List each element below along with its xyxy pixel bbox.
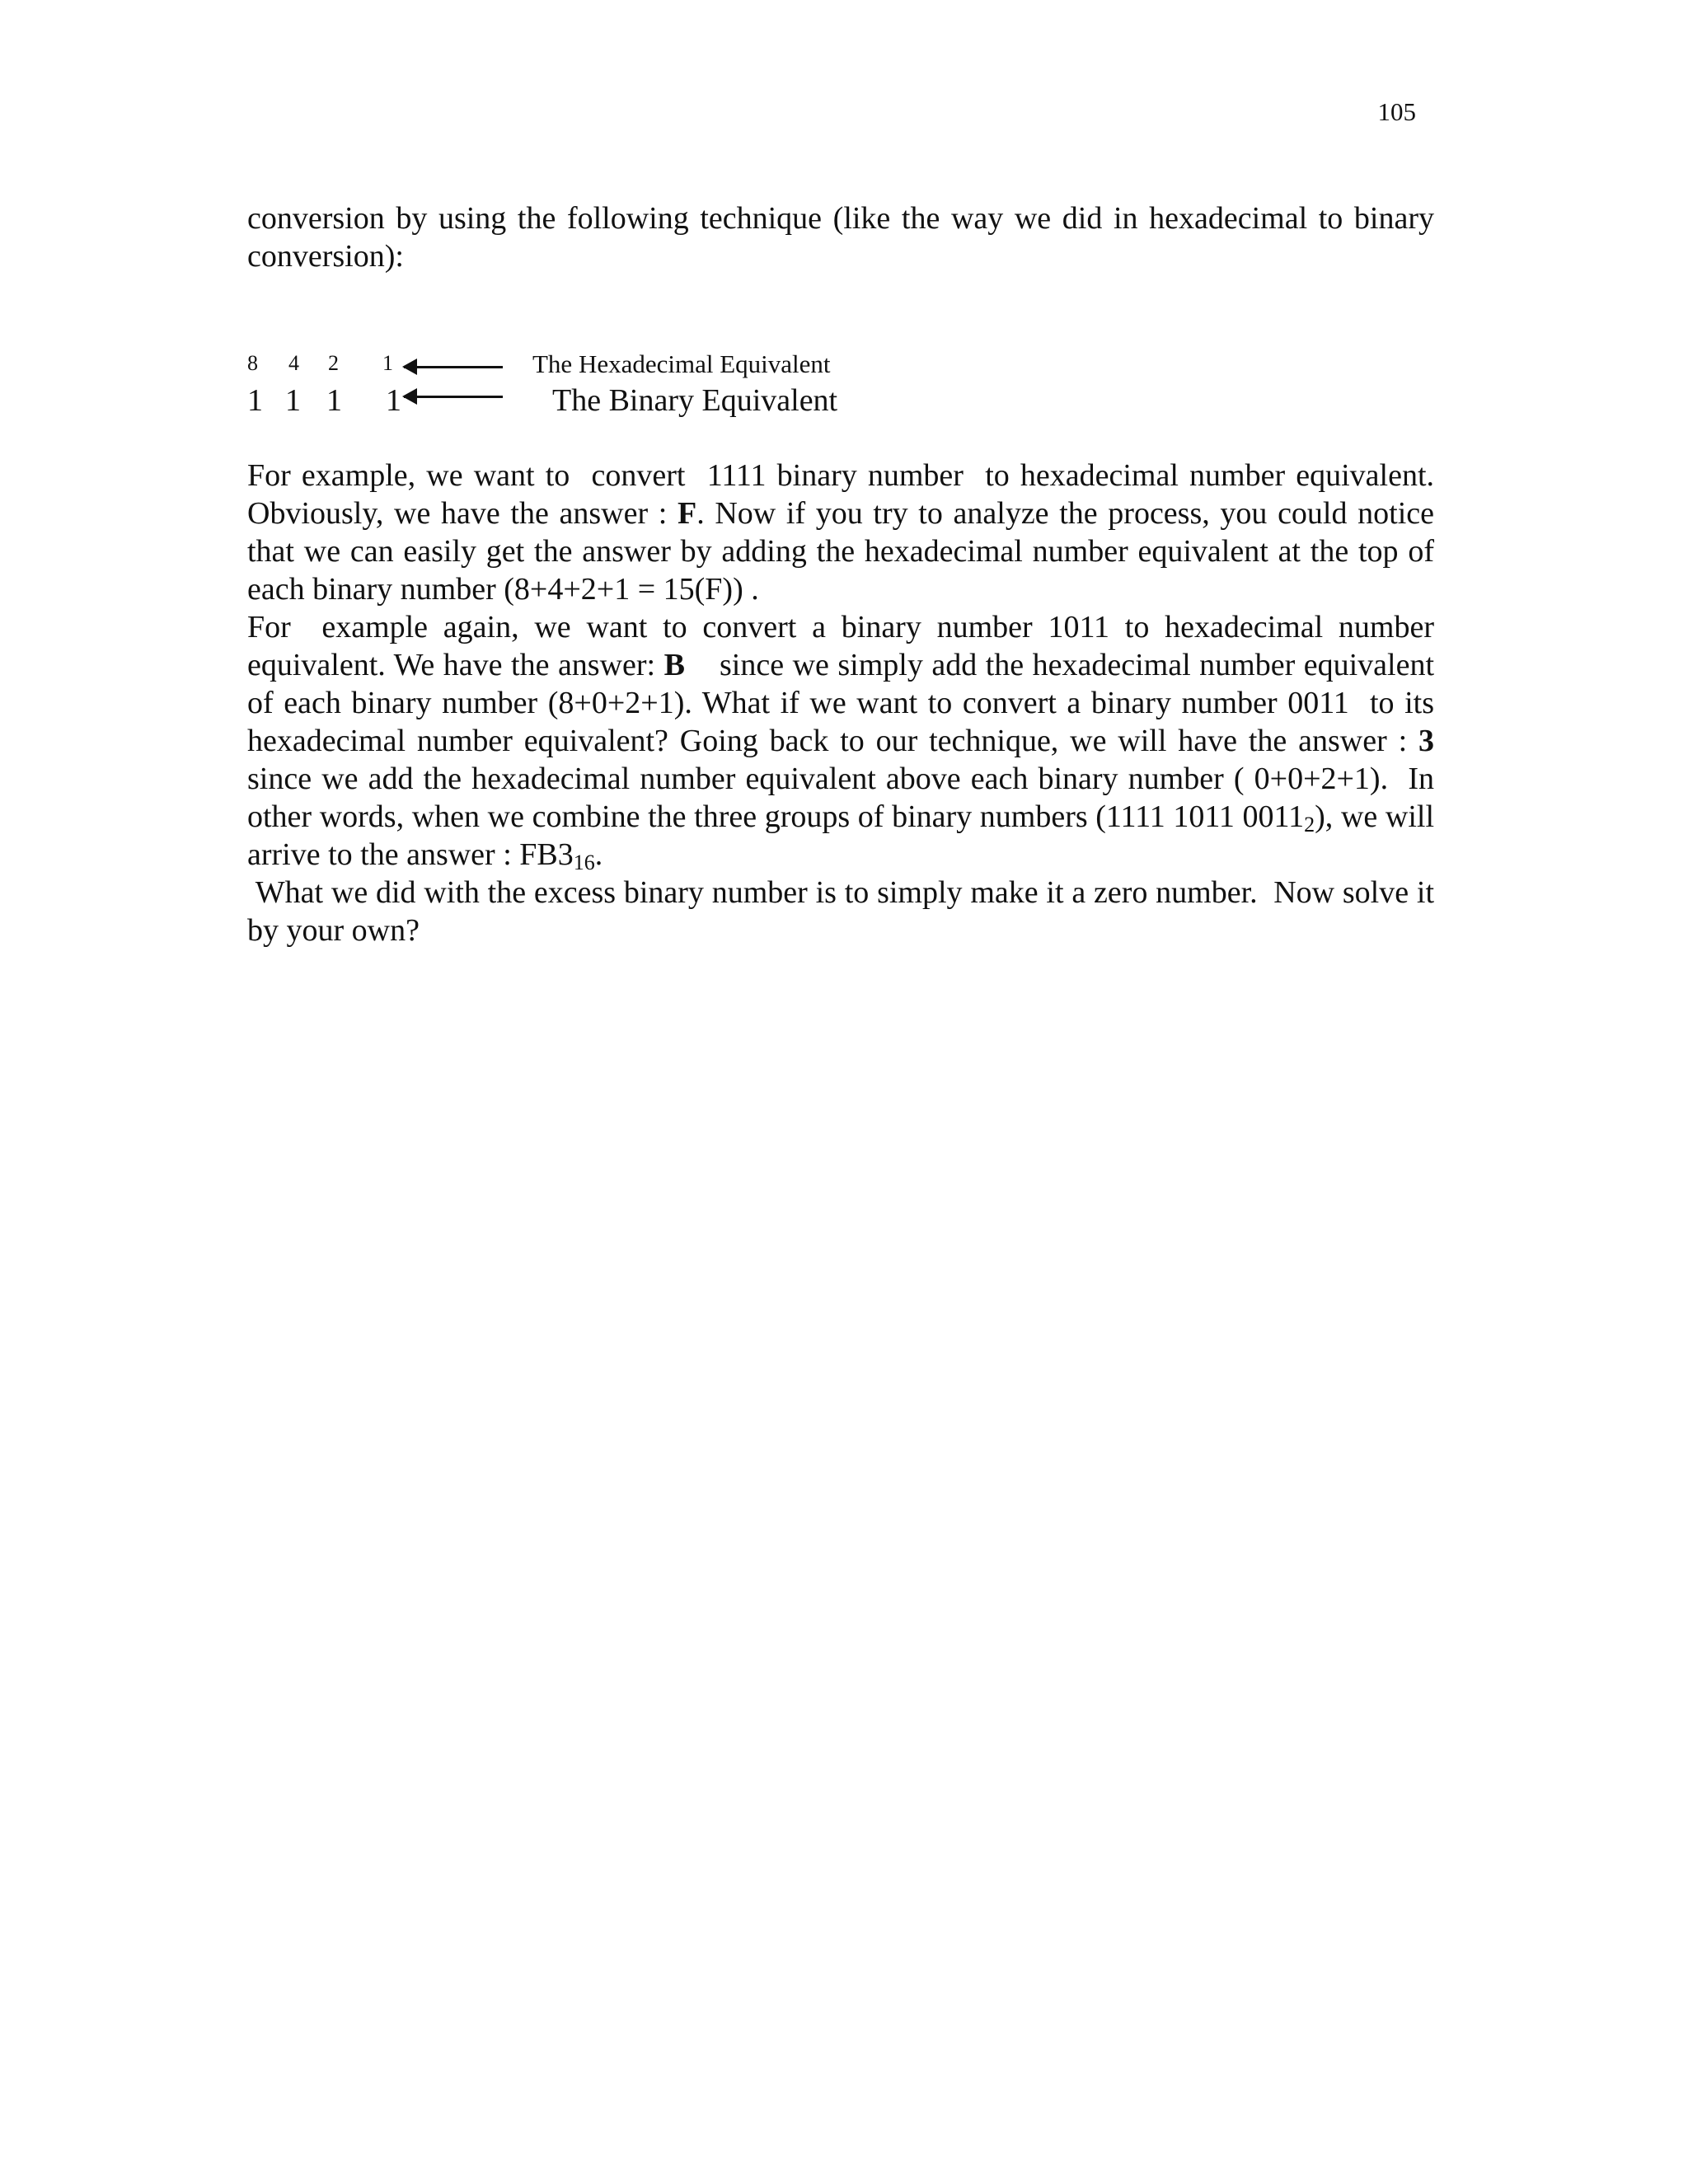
weight-1: 1 bbox=[382, 351, 393, 375]
bit-2: 1 bbox=[285, 383, 301, 418]
paragraph-3-text: What we did with the excess binary number is to simply make it a zero number. Now solve it by your own? bbox=[247, 875, 1442, 948]
bit-4: 1 bbox=[386, 383, 401, 418]
weight-8: 8 bbox=[247, 351, 258, 375]
paragraph-2-text-e: . bbox=[594, 837, 603, 872]
paragraph-2-text-a: For example again, we want to convert a binary number 1011 to hexadecimal number equivalent. We have the answer: bbox=[247, 610, 1442, 682]
paragraph-2-text-c: since we add the hexadecimal number equivalent above each binary number ( 0+0+2+1). In other words, when we combine the three groups of binary numbers (1111 1011 0011 bbox=[247, 724, 1450, 834]
paragraph-example-2 bbox=[247, 608, 1450, 874]
paragraph-1-text-a: For example, we want to convert 1111 binary number to hexadecimal number equivalent. Obviously, we have the answer : bbox=[247, 458, 1442, 531]
binary-hex-diagram bbox=[247, 349, 874, 424]
subscript-2: 2 bbox=[1304, 813, 1315, 837]
answer-f: F bbox=[677, 496, 697, 531]
paragraph-example-1 bbox=[247, 457, 1442, 608]
paragraph-2-text-d: ), we will arrive to the answer : FB3 bbox=[247, 799, 1450, 872]
subscript-16: 16 bbox=[573, 851, 595, 874]
hex-arrow-left-icon bbox=[404, 366, 503, 368]
weight-2: 2 bbox=[328, 351, 339, 375]
paragraph-2-text-b: since we simply add the hexadecimal number equivalent of each binary number (8+0+2+1). What if we want to convert a binary number 0011 to its hexadecimal number equivalent? Going back to our technique, we will have the answer : bbox=[247, 648, 1442, 758]
bit-3: 1 bbox=[326, 383, 342, 418]
binary-arrow-left-icon bbox=[404, 396, 503, 398]
intro-paragraph: conversion by using the following technique (like the way we did in hexadecimal to binary conversion): bbox=[247, 201, 1434, 274]
paragraph-1-text-b: . Now if you try to analyze the process, you could notice that we can easily get the answer by adding the hexadecimal number equivalent at the top of each binary number (8+4+2+1 = 15(F)) . bbox=[247, 496, 1434, 607]
bit-1: 1 bbox=[247, 383, 263, 418]
binary-equivalent-label: The Binary Equivalent bbox=[552, 383, 838, 418]
weight-4: 4 bbox=[288, 351, 299, 375]
paragraph-conclusion bbox=[247, 874, 1442, 949]
hex-equivalent-label: The Hexadecimal Equivalent bbox=[532, 349, 831, 378]
body-text bbox=[247, 457, 1450, 949]
page-number: 105 bbox=[1377, 97, 1416, 126]
answer-3: 3 bbox=[1418, 724, 1434, 758]
answer-b: B bbox=[663, 648, 685, 682]
